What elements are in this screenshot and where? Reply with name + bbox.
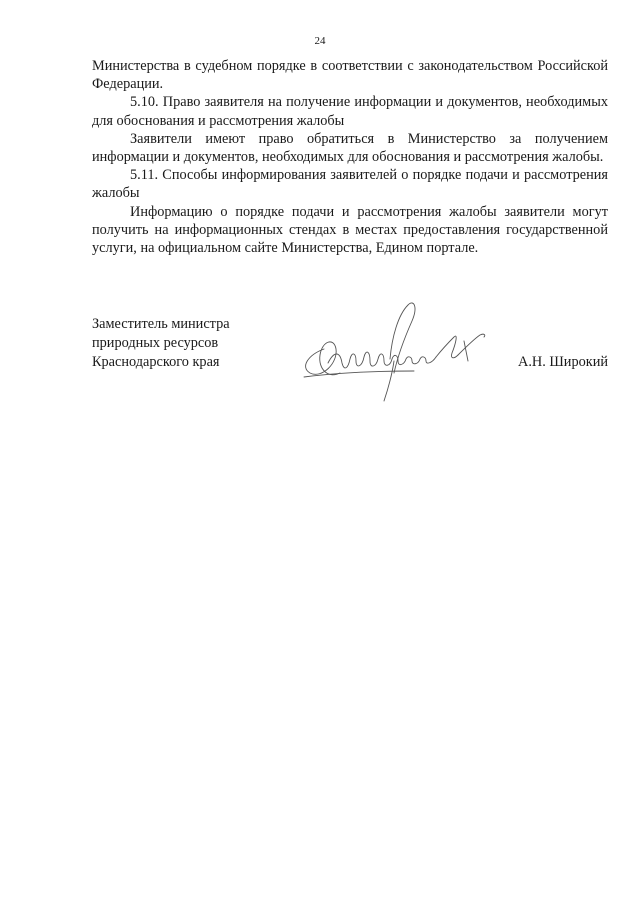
signer-position <box>92 315 230 372</box>
signer-position-line: Краснодарского края <box>92 354 220 370</box>
document-body <box>92 57 608 257</box>
handwritten-signature <box>294 297 504 407</box>
page-number: 24 <box>314 35 326 47</box>
paragraph-informing-methods: Информацию о порядке подачи и рассмотрения жалобы заявители могут получить на информационных стендах в местах предоставления государственной услуги, на официальном сайте Министерства, Едином портале. <box>92 203 608 257</box>
signer-name: А.Н. Широкий <box>518 354 608 370</box>
section-heading-5-10: 5.10. Право заявителя на получение информации и документов, необходимых для обоснования и рассмотрения жалобы <box>92 94 608 129</box>
signer-position-line: природных ресурсов <box>92 335 219 351</box>
signature-block <box>92 315 608 405</box>
signer-position-line: Заместитель министра <box>92 316 230 332</box>
section-heading-5-11: 5.11. Способы информирования заявителей о порядке подачи и рассмотрения жалобы <box>92 167 608 202</box>
paragraph-continuation: Министерства в судебном порядке в соответствии с законодательством Российской Федерации. <box>92 58 608 93</box>
paragraph-right-to-information: Заявители имеют право обратиться в Министерство за получением информации и документов, необходимых для обоснования и рассмотрения жалобы. <box>92 130 608 166</box>
